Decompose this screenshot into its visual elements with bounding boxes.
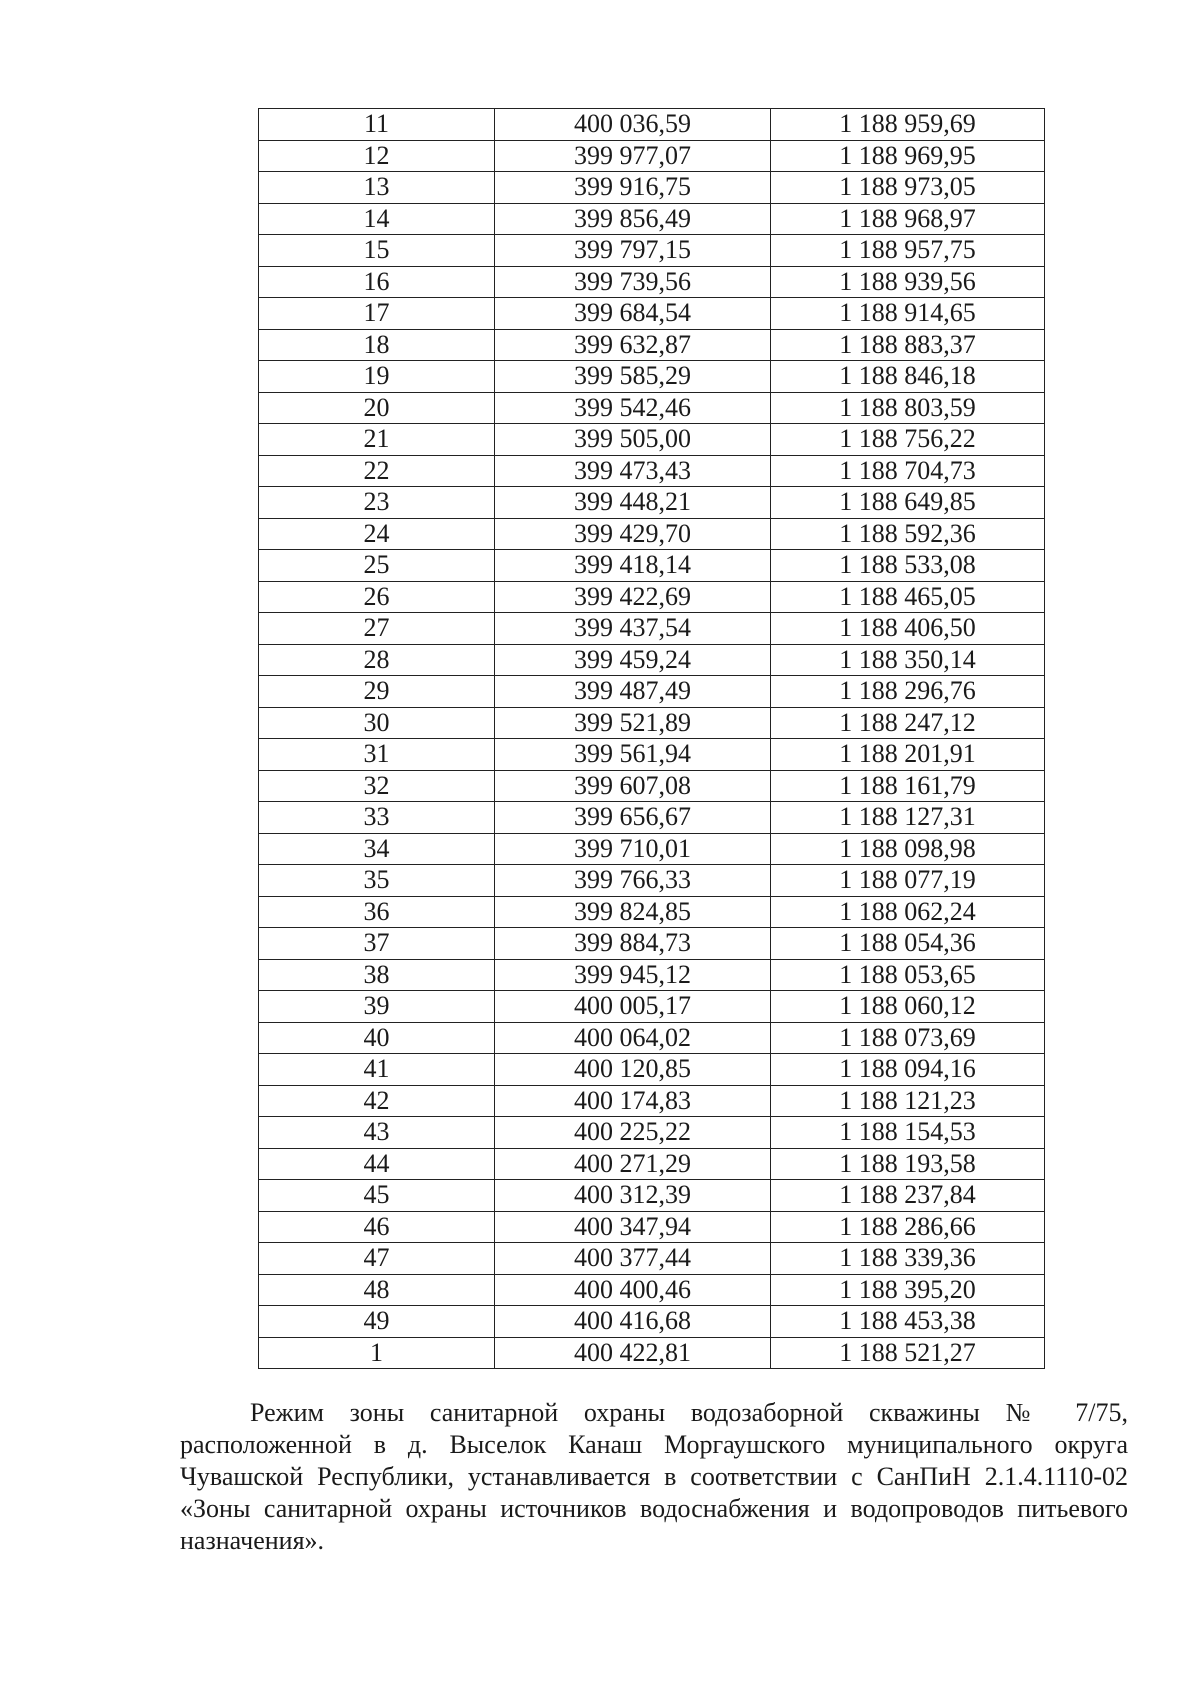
y-coordinate-cell: 1 188 957,75 [771,235,1045,267]
x-coordinate-cell: 399 945,12 [495,959,771,991]
table-row [259,739,1045,771]
x-coordinate-cell: 399 521,89 [495,707,771,739]
point-number-cell: 33 [259,802,495,834]
table-row [259,1337,1045,1369]
y-coordinate-cell: 1 188 521,27 [771,1337,1045,1369]
y-coordinate-cell: 1 188 453,38 [771,1306,1045,1338]
point-number-cell: 47 [259,1243,495,1275]
table-row [259,1054,1045,1086]
y-coordinate-cell: 1 188 649,85 [771,487,1045,519]
x-coordinate-cell: 399 824,85 [495,896,771,928]
point-number-cell: 38 [259,959,495,991]
x-coordinate-cell: 399 797,15 [495,235,771,267]
point-number-cell: 37 [259,928,495,960]
y-coordinate-cell: 1 188 161,79 [771,770,1045,802]
x-coordinate-cell: 399 684,54 [495,298,771,330]
y-coordinate-cell: 1 188 704,73 [771,455,1045,487]
x-coordinate-cell: 400 377,44 [495,1243,771,1275]
point-number-cell: 43 [259,1117,495,1149]
point-number-cell: 34 [259,833,495,865]
table-row [259,550,1045,582]
x-coordinate-cell: 400 120,85 [495,1054,771,1086]
x-coordinate-cell: 399 916,75 [495,172,771,204]
table-row [259,172,1045,204]
point-number-cell: 23 [259,487,495,519]
table-row [259,518,1045,550]
point-number-cell: 36 [259,896,495,928]
point-number-cell: 20 [259,392,495,424]
table-row [259,109,1045,141]
point-number-cell: 18 [259,329,495,361]
x-coordinate-cell: 399 632,87 [495,329,771,361]
x-coordinate-cell: 399 656,67 [495,802,771,834]
y-coordinate-cell: 1 188 959,69 [771,109,1045,141]
y-coordinate-cell: 1 188 406,50 [771,613,1045,645]
x-coordinate-cell: 399 710,01 [495,833,771,865]
table-row [259,581,1045,613]
table-row [259,644,1045,676]
x-coordinate-cell: 399 437,54 [495,613,771,645]
table-row [259,1211,1045,1243]
x-coordinate-cell: 399 766,33 [495,865,771,897]
point-number-cell: 12 [259,140,495,172]
table-row [259,1022,1045,1054]
y-coordinate-cell: 1 188 592,36 [771,518,1045,550]
y-coordinate-cell: 1 188 098,98 [771,833,1045,865]
coordinates-table [258,108,1045,1369]
y-coordinate-cell: 1 188 339,36 [771,1243,1045,1275]
table-row [259,833,1045,865]
y-coordinate-cell: 1 188 154,53 [771,1117,1045,1149]
table-row [259,298,1045,330]
y-coordinate-cell: 1 188 247,12 [771,707,1045,739]
y-coordinate-cell: 1 188 296,76 [771,676,1045,708]
point-number-cell: 48 [259,1274,495,1306]
x-coordinate-cell: 399 739,56 [495,266,771,298]
point-number-cell: 41 [259,1054,495,1086]
x-coordinate-cell: 400 005,17 [495,991,771,1023]
x-coordinate-cell: 399 505,00 [495,424,771,456]
table-row [259,392,1045,424]
point-number-cell: 16 [259,266,495,298]
x-coordinate-cell: 400 036,59 [495,109,771,141]
point-number-cell: 25 [259,550,495,582]
y-coordinate-cell: 1 188 350,14 [771,644,1045,676]
table-row [259,266,1045,298]
point-number-cell: 35 [259,865,495,897]
table-row [259,991,1045,1023]
x-coordinate-cell: 400 400,46 [495,1274,771,1306]
x-coordinate-cell: 399 473,43 [495,455,771,487]
y-coordinate-cell: 1 188 969,95 [771,140,1045,172]
x-coordinate-cell: 400 312,39 [495,1180,771,1212]
point-number-cell: 1 [259,1337,495,1369]
table-row [259,1117,1045,1149]
y-coordinate-cell: 1 188 973,05 [771,172,1045,204]
x-coordinate-cell: 399 585,29 [495,361,771,393]
x-coordinate-cell: 400 347,94 [495,1211,771,1243]
x-coordinate-cell: 399 459,24 [495,644,771,676]
x-coordinate-cell: 400 271,29 [495,1148,771,1180]
point-number-cell: 44 [259,1148,495,1180]
table-row [259,329,1045,361]
point-number-cell: 14 [259,203,495,235]
y-coordinate-cell: 1 188 395,20 [771,1274,1045,1306]
y-coordinate-cell: 1 188 094,16 [771,1054,1045,1086]
regime-paragraph [180,1397,1128,1557]
point-number-cell: 26 [259,581,495,613]
y-coordinate-cell: 1 188 883,37 [771,329,1045,361]
y-coordinate-cell: 1 188 286,66 [771,1211,1045,1243]
point-number-cell: 30 [259,707,495,739]
x-coordinate-cell: 399 977,07 [495,140,771,172]
y-coordinate-cell: 1 188 533,08 [771,550,1045,582]
y-coordinate-cell: 1 188 914,65 [771,298,1045,330]
x-coordinate-cell: 399 422,69 [495,581,771,613]
point-number-cell: 21 [259,424,495,456]
x-coordinate-cell: 399 429,70 [495,518,771,550]
point-number-cell: 28 [259,644,495,676]
point-number-cell: 49 [259,1306,495,1338]
point-number-cell: 24 [259,518,495,550]
x-coordinate-cell: 399 856,49 [495,203,771,235]
x-coordinate-cell: 400 174,83 [495,1085,771,1117]
regime-paragraph-text: Режим зоны санитарной охраны водозаборной скважины № 7/75, расположенной в д. Выселок Канаш Моргаушского муниципального округа Чувашской Республики, устанавливается в соответствии с СанПиН 2.1.4.1110-02 «Зоны санитарной охраны источников водоснабжения и водопроводов питьевого назначения». [180,1398,1128,1555]
table-row [259,235,1045,267]
point-number-cell: 19 [259,361,495,393]
y-coordinate-cell: 1 188 062,24 [771,896,1045,928]
table-row [259,424,1045,456]
coordinates-table-body [259,109,1045,1369]
table-row [259,203,1045,235]
point-number-cell: 29 [259,676,495,708]
y-coordinate-cell: 1 188 968,97 [771,203,1045,235]
point-number-cell: 46 [259,1211,495,1243]
table-row [259,896,1045,928]
table-row [259,1306,1045,1338]
point-number-cell: 15 [259,235,495,267]
point-number-cell: 11 [259,109,495,141]
table-row [259,1180,1045,1212]
y-coordinate-cell: 1 188 127,31 [771,802,1045,834]
x-coordinate-cell: 399 542,46 [495,392,771,424]
y-coordinate-cell: 1 188 201,91 [771,739,1045,771]
point-number-cell: 40 [259,1022,495,1054]
point-number-cell: 45 [259,1180,495,1212]
point-number-cell: 42 [259,1085,495,1117]
table-row [259,140,1045,172]
point-number-cell: 39 [259,991,495,1023]
y-coordinate-cell: 1 188 054,36 [771,928,1045,960]
table-row [259,707,1045,739]
y-coordinate-cell: 1 188 237,84 [771,1180,1045,1212]
table-row [259,770,1045,802]
y-coordinate-cell: 1 188 073,69 [771,1022,1045,1054]
point-number-cell: 17 [259,298,495,330]
y-coordinate-cell: 1 188 053,65 [771,959,1045,991]
table-row [259,1085,1045,1117]
table-row [259,1274,1045,1306]
x-coordinate-cell: 399 561,94 [495,739,771,771]
y-coordinate-cell: 1 188 846,18 [771,361,1045,393]
x-coordinate-cell: 400 064,02 [495,1022,771,1054]
x-coordinate-cell: 400 422,81 [495,1337,771,1369]
x-coordinate-cell: 400 225,22 [495,1117,771,1149]
table-row [259,802,1045,834]
x-coordinate-cell: 399 487,49 [495,676,771,708]
point-number-cell: 13 [259,172,495,204]
point-number-cell: 27 [259,613,495,645]
y-coordinate-cell: 1 188 193,58 [771,1148,1045,1180]
x-coordinate-cell: 400 416,68 [495,1306,771,1338]
y-coordinate-cell: 1 188 756,22 [771,424,1045,456]
y-coordinate-cell: 1 188 121,23 [771,1085,1045,1117]
y-coordinate-cell: 1 188 939,56 [771,266,1045,298]
y-coordinate-cell: 1 188 803,59 [771,392,1045,424]
x-coordinate-cell: 399 418,14 [495,550,771,582]
x-coordinate-cell: 399 448,21 [495,487,771,519]
table-row [259,676,1045,708]
point-number-cell: 22 [259,455,495,487]
table-row [259,959,1045,991]
table-row [259,455,1045,487]
x-coordinate-cell: 399 607,08 [495,770,771,802]
point-number-cell: 32 [259,770,495,802]
table-row [259,361,1045,393]
point-number-cell: 31 [259,739,495,771]
table-row [259,613,1045,645]
table-row [259,1148,1045,1180]
table-row [259,865,1045,897]
table-row [259,1243,1045,1275]
x-coordinate-cell: 399 884,73 [495,928,771,960]
y-coordinate-cell: 1 188 060,12 [771,991,1045,1023]
y-coordinate-cell: 1 188 077,19 [771,865,1045,897]
y-coordinate-cell: 1 188 465,05 [771,581,1045,613]
table-row [259,928,1045,960]
table-row [259,487,1045,519]
